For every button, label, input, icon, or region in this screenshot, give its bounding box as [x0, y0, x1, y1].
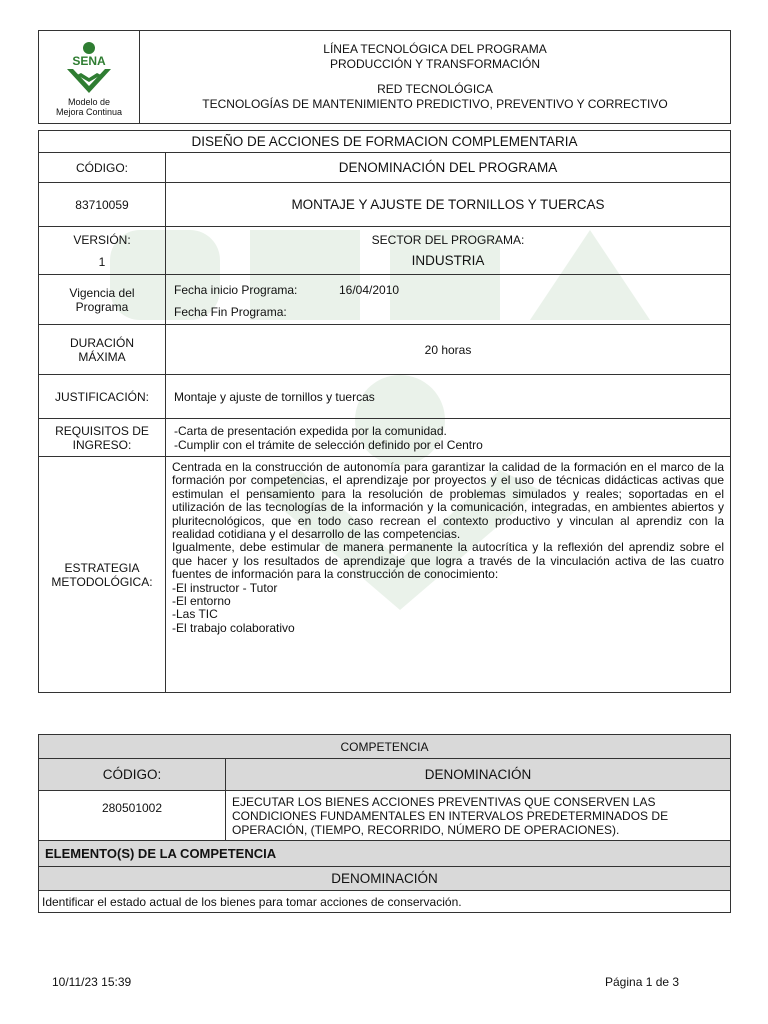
sena-logo-icon — [39, 35, 139, 97]
footer-datetime: 10/11/23 15:39 — [52, 975, 132, 989]
header-line-1: LÍNEA TECNOLÓGICA DEL PROGRAMA — [323, 41, 547, 56]
version-label: VERSIÓN: — [73, 232, 131, 247]
estrategia-item: -El trabajo colaborativo — [172, 620, 295, 635]
codigo-label: CÓDIGO: — [39, 153, 166, 183]
justificacion-value: Montaje y ajuste de tornillos y tuercas — [166, 375, 731, 419]
requisitos-label-1: REQUISITOS DE — [55, 423, 149, 438]
sector-label: SECTOR DEL PROGRAMA: — [371, 233, 525, 247]
elementos-label: ELEMENTO(S) DE LA COMPETENCIA — [39, 841, 731, 867]
program-name: MONTAJE Y AJUSTE DE TORNILLOS Y TUERCAS — [166, 183, 731, 227]
estrategia-cell — [39, 457, 166, 693]
estrategia-item: -El entorno — [172, 594, 231, 609]
estrategia-item: -Las TIC — [172, 607, 218, 622]
header-text-cell — [140, 31, 731, 124]
estrategia-text-cell — [166, 457, 731, 693]
version-cell — [39, 227, 166, 275]
competencia-codigo-value: 280501002 — [39, 791, 226, 841]
fechas-cell — [166, 275, 731, 325]
denominacion-label: DENOMINACIÓN DEL PROGRAMA — [166, 153, 731, 183]
estrategia-paragraph-2: Igualmente, debe estimular de manera permanente la autocrítica y la reflexión del aprendiz sobre el que hacer y los resultados de aprendizaje que logra a través de la vinculación activa de las cuatro fuentes de información para la construcción de conocimiento: — [172, 540, 724, 582]
requisitos-label-2: INGRESO: — [72, 437, 132, 452]
vigencia-label-2: Programa — [75, 299, 129, 314]
header-line-2: PRODUCCIÓN Y TRANSFORMACIÓN — [329, 57, 541, 71]
competencia-table — [38, 734, 731, 913]
justificacion-label: JUSTIFICACIÓN: — [39, 375, 166, 419]
vigencia-cell — [39, 275, 166, 325]
version-value: 1 — [98, 254, 106, 269]
duracion-label-2: MÁXIMA — [78, 349, 126, 364]
logo-caption-1: Modelo de — [67, 96, 111, 107]
header-line-3: RED TECNOLÓGICA — [377, 81, 493, 96]
sector-value: INDUSTRIA — [411, 253, 485, 268]
competencia-denominacion-label: DENOMINACIÓN — [226, 759, 731, 791]
logo-caption-2: Mejora Continua — [55, 106, 123, 117]
estrategia-paragraph-1: Centrada en la construcción de autonomía para garantizar la calidad de la formación en el marco de la formación por competencias, el aprendizaje por proyectos y el uso de técnicas didácticas activas que estimulan el pensamiento para la resolución de problemas simulados y reales; soportadas en el utilización de las tecnologías de la información y la comunicación, integradas, en ambientes abiertos y pluritecnológicos, que en todo caso recrean el contexto productivo y vinculan al aprendiz con la realidad cotidiana y el desarrollo de las competencias. — [172, 460, 724, 542]
competencia-codigo-label: CÓDIGO: — [39, 759, 226, 791]
requisito-2: -Cumplir con el trámite de selección definido por el Centro — [174, 437, 483, 452]
duracion-value: 20 horas — [166, 325, 731, 375]
fecha-inicio-label: Fecha inicio Programa: — [174, 282, 298, 297]
vigencia-label-1: Vigencia del — [69, 285, 135, 300]
header-line-4: TECNOLOGÍAS DE MANTENIMIENTO PREDICTIVO, PREVENTIVO Y CORRECTIVO — [202, 97, 668, 111]
requisito-1: -Carta de presentación expedida por la comunidad. — [174, 423, 447, 438]
competencia-title: COMPETENCIA — [39, 735, 731, 759]
fecha-inicio-value: 16/04/2010 — [339, 282, 400, 297]
program-table — [38, 130, 731, 693]
competencia-denominacion-value: EJECUTAR LOS BIENES ACCIONES PREVENTIVAS QUE CONSERVEN LAS CONDICIONES FUNDAMENTALES EN INTERVALOS PREDETERMINADOS DE OPERACIÓN, (TIEMPO, RECORRIDO, NÚMERO DE OPERACIONES). — [226, 791, 731, 841]
duracion-label-1: DURACIÓN — [69, 335, 134, 350]
logo-text: SENA — [72, 53, 106, 68]
estrategia-label-2: METODOLÓGICA: — [51, 574, 153, 589]
footer-page: Página 1 de 3 — [605, 975, 680, 989]
estrategia-item: -El instructor - Tutor — [172, 580, 278, 595]
requisitos-cell-values — [166, 419, 731, 457]
duracion-cell — [39, 325, 166, 375]
elemento-1: Identificar el estado actual de los bienes para tomar acciones de conservación. — [39, 891, 731, 913]
header-box — [38, 30, 731, 124]
estrategia-label-1: ESTRATEGIA — [64, 560, 140, 575]
program-title: DISEÑO DE ACCIONES DE FORMACION COMPLEMENTARIA — [39, 131, 731, 153]
logo-cell — [39, 31, 140, 124]
elementos-denominacion-label: DENOMINACIÓN — [39, 867, 731, 891]
fecha-fin-label: Fecha Fin Programa: — [174, 304, 287, 319]
sector-cell — [166, 227, 731, 275]
codigo-value: 83710059 — [39, 183, 166, 227]
requisitos-cell — [39, 419, 166, 457]
